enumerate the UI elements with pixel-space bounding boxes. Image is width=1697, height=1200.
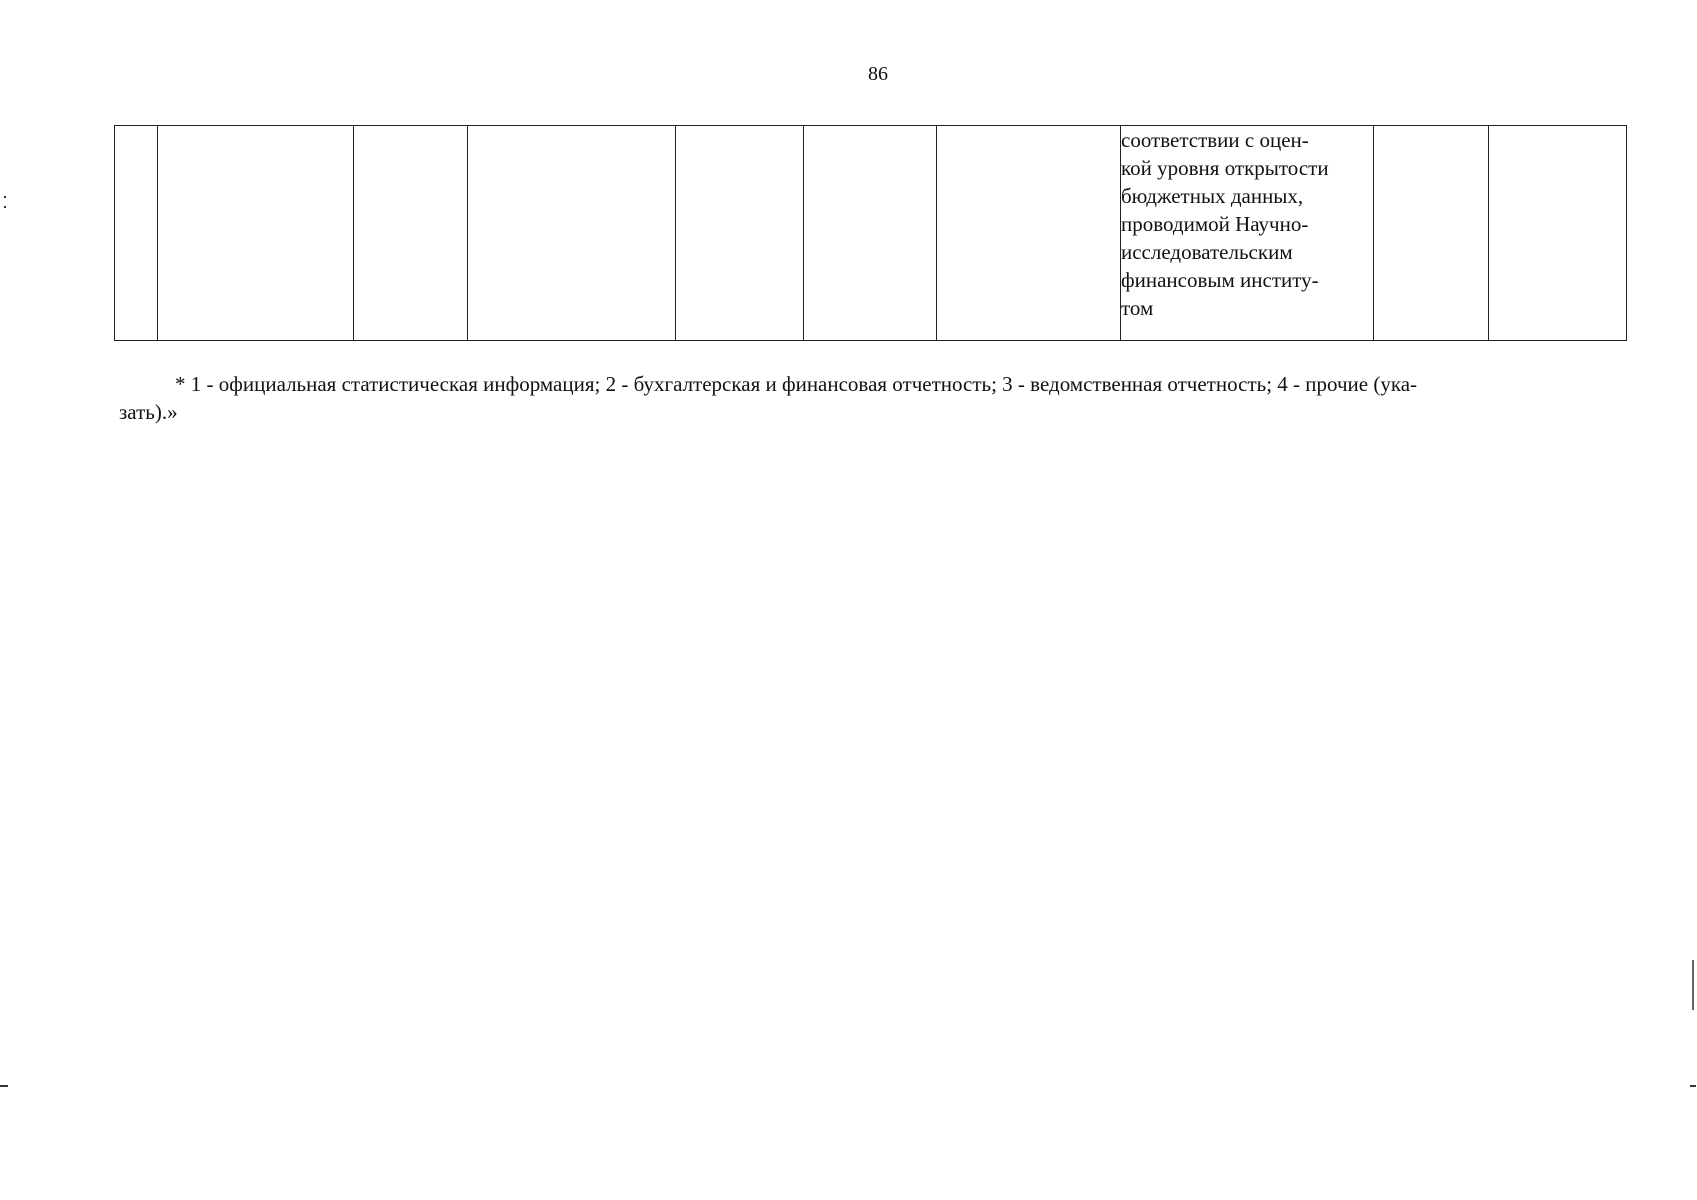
table-cell-empty xyxy=(115,126,158,341)
cell-text-line: том xyxy=(1121,296,1154,320)
footnote xyxy=(119,370,1639,426)
table-cell-empty xyxy=(676,126,804,341)
table-cell-empty xyxy=(937,126,1121,341)
table-cell-empty xyxy=(1374,126,1489,341)
scan-artifact xyxy=(0,1085,8,1087)
table-cell-empty xyxy=(468,126,676,341)
table-cell-empty xyxy=(158,126,354,341)
cell-text-line: проводимой Научно- xyxy=(1121,212,1309,236)
cell-text-line: финансовым институ- xyxy=(1121,268,1319,292)
scan-artifact xyxy=(4,196,6,198)
cell-text-line: исследовательским xyxy=(1121,240,1293,264)
table-row xyxy=(115,126,1627,341)
continuation-table xyxy=(114,125,1627,341)
table-cell-empty xyxy=(354,126,468,341)
scan-artifact xyxy=(4,206,6,208)
footnote-line: зать).» xyxy=(119,400,178,424)
cell-text-line: бюджетных данных, xyxy=(1121,184,1304,208)
table-cell-text xyxy=(1121,126,1374,341)
scan-artifact xyxy=(1692,960,1694,1010)
scan-artifact xyxy=(1690,1085,1696,1087)
footnote-line: * 1 - официальная статистическая информация; 2 - бухгалтерская и финансовая отчетность; 3 - ведомственная отчетность; 4 - прочие (ука- xyxy=(175,372,1418,396)
table-cell-empty xyxy=(1489,126,1627,341)
page-number: 86 xyxy=(868,63,888,85)
table-container xyxy=(114,125,1627,341)
cell-text-line: кой уровня открытости xyxy=(1121,156,1329,180)
cell-text-line: соответствии с оцен- xyxy=(1121,128,1309,152)
table-cell-empty xyxy=(804,126,937,341)
